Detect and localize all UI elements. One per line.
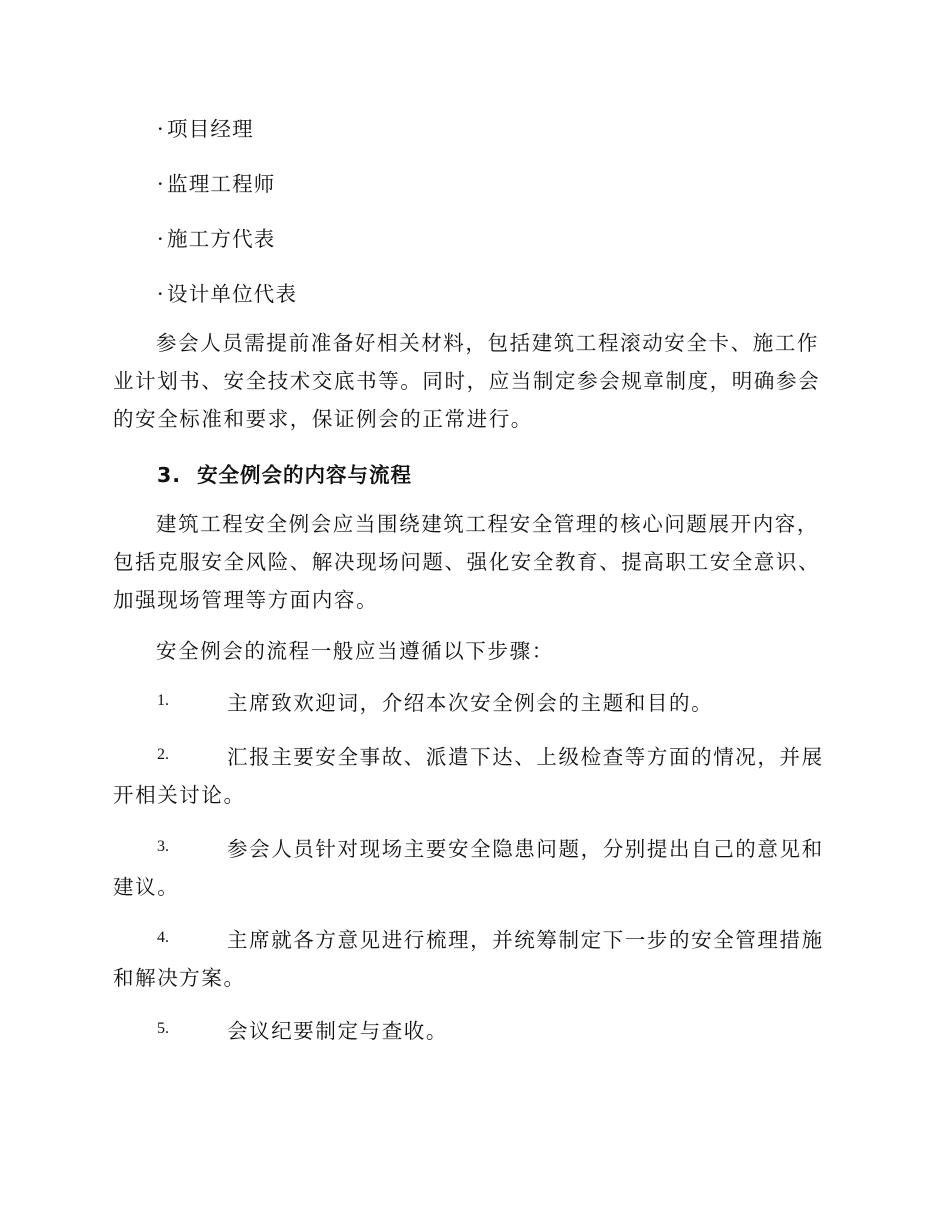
step-text: 主席就各方意见进行梳理，并统筹制定下一步的安全管理措施和解决方案。 <box>113 928 824 990</box>
paragraph-flow-intro: 安全例会的流程一般应当遵循以下步骤： <box>156 639 554 663</box>
bullet-text: 监理工程师 <box>167 172 276 196</box>
step-text: 主席致欢迎词，介绍本次安全例会的主题和目的。 <box>227 691 714 715</box>
bullet-marker: · <box>157 172 165 196</box>
step-text: 会议纪要制定与查收。 <box>227 1019 448 1043</box>
step-text: 汇报主要安全事故、派遣下达、上级检查等方面的情况，并展开相关讨论。 <box>113 745 824 807</box>
step-number: 1. <box>157 692 169 709</box>
section-number: 3. <box>157 463 182 487</box>
section-title: 安全例会的内容与流程 <box>197 463 413 487</box>
bullet-marker: · <box>157 282 165 306</box>
bullet-text: 项目经理 <box>167 117 254 141</box>
step-number: 3. <box>157 838 169 855</box>
bullet-item <box>157 222 276 252</box>
step-number: 5. <box>157 1020 169 1037</box>
bullet-text: 施工方代表 <box>167 227 276 251</box>
section-heading <box>157 458 412 488</box>
bullet-item <box>157 112 254 142</box>
bullet-item <box>157 277 297 307</box>
step-text: 参会人员针对现场主要安全隐患问题，分别提出自己的意见和建议。 <box>113 837 824 899</box>
bullet-marker: · <box>157 227 165 251</box>
step-number: 2. <box>157 746 169 763</box>
bullet-item <box>157 167 276 197</box>
step-number: 4. <box>157 929 169 946</box>
bullet-marker: · <box>157 117 165 141</box>
bullet-text: 设计单位代表 <box>167 282 298 306</box>
paragraph-content: 建筑工程安全例会应当围绕建筑工程安全管理的核心问题展开内容，包括克服安全风险、解决现场问题、强化安全教育、提高职工安全意识、加强现场管理等方面内容。 <box>113 512 821 612</box>
paragraph-materials: 参会人员需提前准备好相关材料，包括建筑工程滚动安全卡、施工作业计划书、安全技术交底书等。同时，应当制定参会规章制度，明确参会的安全标准和要求，保证例会的正常进行。 <box>113 331 821 431</box>
